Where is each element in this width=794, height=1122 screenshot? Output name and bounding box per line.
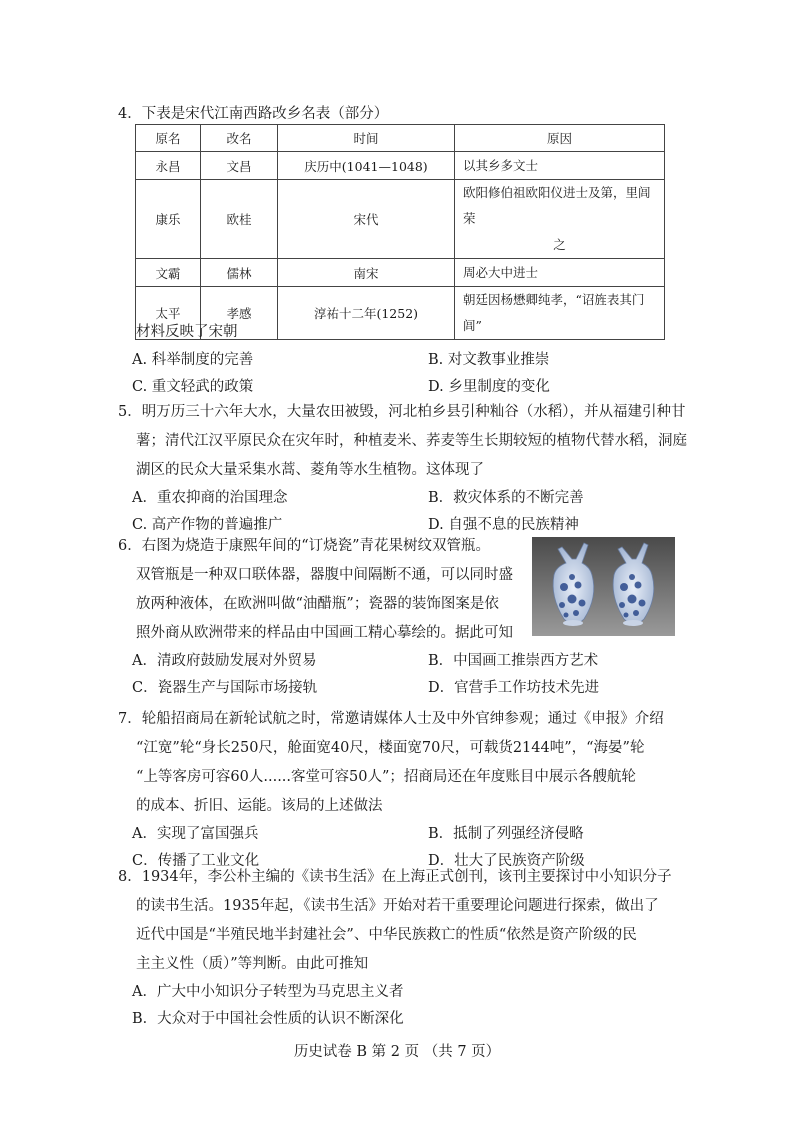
question-7-line: “上等客房可容60人......客堂可容50人”；招商局还在年度账目中展示各艘航轮 [136,769,636,785]
reason-text: 周必大中进士 [463,264,539,280]
question-8-line: 8．1934年，李公朴主编的《读书生活》在上海正式创刊，该刊主要探讨中小知识分子 [118,869,672,885]
rename-table [135,124,665,340]
table-cell: 儒林 [201,259,278,287]
option-d[interactable]: D．壮大了民族资产阶级 [428,853,585,869]
reason-text: 之 [553,237,566,252]
question-8 [118,863,678,1033]
question-5 [118,398,687,539]
vase-illustration-icon [532,537,675,636]
table-cell [455,152,665,180]
table-cell: 淳祐十二年(1252) [278,287,455,340]
option-b[interactable]: B．抵制了列强经济侵略 [428,826,584,842]
table-cell: 康乐 [136,180,201,259]
question-4-stem: 4．下表是宋代江南西路改乡名表（部分） [118,106,389,122]
option-c[interactable]: C．传播了工业文化 [132,853,260,869]
table-cell: 文昌 [201,152,278,180]
table-header: 改名 [201,125,278,152]
option-b[interactable]: B. 对文教事业推崇 [428,352,550,368]
table-cell: 孝感 [201,287,278,340]
question-7 [118,705,678,875]
option-b[interactable]: B．大众对于中国社会性质的认识不断深化 [132,1011,404,1027]
question-7-line: 7．轮船招商局在新轮试航之时，常邀请媒体人士及中外官绅参观；通过《申报》介绍 [118,711,664,727]
option-a[interactable]: A. 科举制度的完善 [132,352,254,368]
option-c[interactable]: C．瓷器生产与国际市场接轨 [132,680,318,696]
option-b[interactable]: B．中国画工推崇西方艺术 [428,653,599,669]
reason-text: 欧阳修伯祖欧阳仪进士及第，里闾荣 [463,185,651,226]
table-header: 原因 [455,125,665,152]
reason-text: 闾” [463,318,482,333]
question-7-line: “江宽”轮“身长250尺，舱面宽40尺，楼面宽70尺，可载货2144吨”，“海晏”轮 [136,740,645,756]
option-c[interactable]: C. 高产作物的普遍推广 [132,517,283,533]
table-header-row [136,125,665,152]
option-a[interactable]: A．重农抑商的治国理念 [132,490,288,506]
table-header: 时间 [278,125,455,152]
option-c[interactable]: C. 重文轻武的政策 [132,379,254,395]
table-cell: 南宋 [278,259,455,287]
option-d[interactable]: D. 自强不息的民族精神 [428,517,579,533]
question-8-options [118,979,678,1033]
option-a[interactable]: A．广大中小知识分子转型为马克思主义者 [132,984,404,1000]
question-8-line: 近代中国是“半殖民地半封建社会”、中华民族救亡的性质“依然是资产阶级的民 [136,927,637,943]
question-5-line: 薯；清代江汉平原民众在灾年时，种植麦米、荞麦等生长期较短的植物代替水稻，洞庭 [136,433,687,449]
table-cell: 宋代 [278,180,455,259]
question-7-line: 的成本、折旧、运能。该局的上述做法 [136,798,383,814]
reason-text: 以其乡多文士 [463,157,539,173]
question-4-lead: 材料反映了宋朝 [136,324,238,340]
table-cell: 欧桂 [201,180,278,259]
table-cell: 文霸 [136,259,201,287]
question-4-options [118,347,678,401]
table-row [136,152,665,180]
question-6 [118,532,538,648]
option-d[interactable]: D．官营手工作坊技术先进 [428,680,600,696]
question-8-line: 的读书生活。1935年起，《读书生活》开始对若干重要理论问题进行探索，做出了 [136,898,659,914]
question-6-line: 6．右图为烧造于康熙年间的“订烧瓷”青花果树纹双管瓶。 [118,538,491,554]
question-6-line: 照外商从欧洲带来的样品由中国画工精心摹绘的。据此可知 [136,625,513,641]
option-a[interactable]: A．实现了富国强兵 [132,826,259,842]
question-6-line: 放两种液体，在欧洲叫做“油醋瓶”；瓷器的装饰图案是依 [136,596,499,612]
table-cell [455,180,665,259]
option-d[interactable]: D. 乡里制度的变化 [428,379,550,395]
table-cell: 庆历中(1041—1048) [278,152,455,180]
option-b[interactable]: B．救灾体系的不断完善 [428,490,584,506]
question-8-line: 主主义性（质）”等判断。由此可推知 [136,956,369,972]
table-cell: 太平 [136,287,201,340]
question-6-line: 双管瓶是一种双口联体器，器腹中间隔断不通，可以同时盛 [136,567,513,583]
table-cell [455,259,665,287]
option-a[interactable]: A．清政府鼓励发展对外贸易 [132,653,317,669]
reason-text: 朝廷因杨懋卿纯孝，“诏旌表其门 [463,292,645,307]
question-6-options [118,648,678,702]
question-5-options [118,485,678,539]
question-4-body [118,318,678,401]
table-row [136,180,665,259]
page-footer: 历史试卷 B 第 2 页 （共 7 页） [293,1044,501,1060]
table-cell: 永昌 [136,152,201,180]
question-5-line: 5．明万历三十六年大水，大量农田被毁，河北柏乡县引种籼谷（水稻），并从福建引种甘 [118,404,686,420]
table-header: 原名 [136,125,201,152]
question-5-line: 湖区的民众大量采集水蒿、菱角等水生植物。这体现了 [136,462,484,478]
question-6-options-wrap [118,648,678,702]
table-row [136,259,665,287]
double-spout-vase-image [532,537,675,636]
